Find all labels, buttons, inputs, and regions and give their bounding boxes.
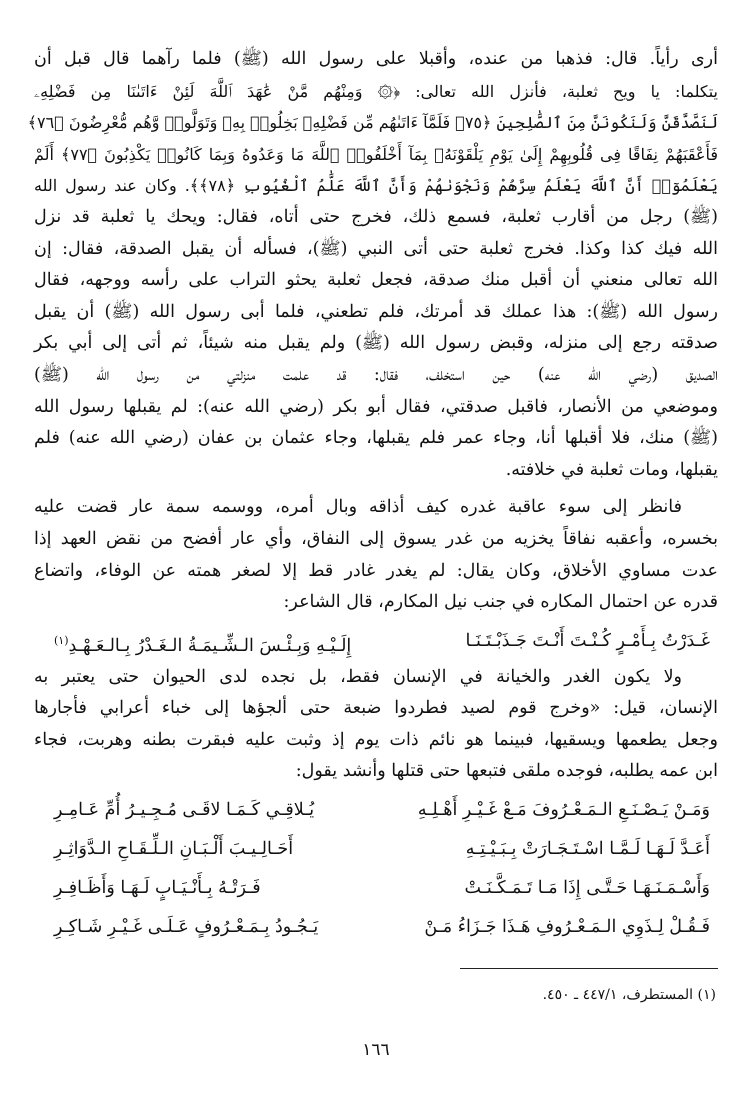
poem-first-hemistich: وَأَسْـمَـنَـهَـا حَـتَّـى إِذَا مَـا تَـمَـكَّـنَـتْ (464, 878, 710, 899)
poem-verse (34, 831, 718, 867)
text-line: وموضعي من الأنصار، فاقبل صدقتي، فقال أبو بكر (رضي الله عنه): لم يقبلها رسول الله (34, 396, 718, 417)
text-line: (ﷺ) منك، فلا أقبلها أنا، وجاء عمر فلم يقبلها، وجاء عثمان بن عفان (رضي الله عنه) فلم (34, 428, 718, 449)
text-line: رسول الله (ﷺ): هذا عملك قد أمرتك، فلم تطعني، فلما أبى رسول الله (ﷺ) أن يقبل (34, 301, 718, 322)
quran-line: يتكلما: يا ويح ثعلبة، فأنزل الله تعالى: ﴿۞ وَمِنْهُم مَّنْ عَٰهَدَ ٱللَّهَ لَئِنْ ءَاتَىٰنَا مِن فَضْلِهِۦ (34, 81, 718, 101)
poem-first-hemistich: فَـقُـلْ لِـذَوِي الـمَـعْـرُوفِ هَـذَا جَـزَاءُ مَـنْ (424, 917, 710, 938)
verse-second-hemistich (54, 623, 351, 659)
footnote-reference[interactable]: (١) (54, 633, 69, 647)
text-line: الله فيك كذا وكذا. فخرج ثعلبة حتى أتى النبي (ﷺ)، فسأله أن يقبل الصدقة، فقال: إن (34, 238, 718, 259)
poem-second-hemistich: فَـرَتْـهُ بِـأَنْـيَـابٍ لَـهَـا وَأَظَـافِـرِ (54, 878, 261, 899)
verse-single (34, 623, 718, 659)
text-line: قدره عن احتمال المكاره في جنب نيل المكارم، قال الشاعر: (283, 592, 718, 613)
text-line: يقبلها، ومات ثعلبة في خلافته. (505, 459, 718, 480)
text-line: الصديق (رضي الله عنه) حين استخلف، فقال: قد علمت منزلتي من رسول الله (ﷺ) (34, 364, 718, 385)
footnote-divider (460, 968, 718, 969)
poem (34, 792, 718, 945)
poem-first-hemistich: وَمَـنْ يَـصْـنَـعِ الـمَـعْـرُوفَ مَـعْ غَـيْـرِ أَهْـلِـهِ (417, 800, 710, 821)
quran-line: لَنَصَّدَّقَنَّ وَلَنَكُونَنَّ مِنَ ٱلصَّٰلِحِينَ ﴿٧٥﴾ فَلَمَّآ ءَاتَىٰهُم مِّن فَضْلِهِۦ بَخِلُوا۟ بِهِۦ وَتَوَلَّوا۟ وَّهُم مُّعْرِضُونَ ﴿٧٦﴾ (27, 113, 718, 133)
paragraph-3 (34, 662, 718, 788)
verse-line (34, 623, 718, 659)
text-line: (ﷺ) رجل من أقارب ثعلبة، فسمع ذلك، فخرج حتى أتاه، فقال: ويحك يا ثعلبة قد نزل (34, 206, 718, 227)
text-line: الإنسان، قيل: «وخرج قوم لصيد فطردوا ضبعة حتى ألجؤها إلى خباء أعرابي فأجارها (34, 698, 718, 719)
poem-verse (34, 909, 718, 945)
text-line: وجعل يطعمها ويسقيها، فبينما هو نائم ذات يوم إذ وثبت عليه فبقرت بطنه وهربت، فجاء (34, 729, 718, 750)
text-line: ابن عمه يطلبه، فوجده ملقى فتبعها حتى قتلها وأنشد يقول: (295, 761, 718, 782)
text-line: ولا يكون الغدر والخيانة في الإنسان فقط، بل نجده لدى الحيوان حتى يعتبر به (34, 666, 682, 687)
page-number: ١٦٦ (362, 1040, 390, 1060)
paragraph-1 (27, 44, 719, 486)
text-line: الله تعالى منعني أن أقبل منك صدقة، فجعل ثعلبة يحثو التراب على رأسه ووجهه، فقال (34, 270, 718, 291)
poem-second-hemistich: يَـجُـودُ بِـمَـعْـرُوفٍ عَـلَـى غَـيْـرِ شَـاكِـرِ (54, 917, 319, 938)
text-line: صدقته رجع إلى منزله، وقبض رسول الله (ﷺ) ولم يقبل منه شيئاً، ثم أتى إلى أبي بكر (34, 333, 718, 354)
footnote: (١) المستطرف، ٤٤٧/١ ـ ٤٥٠. (542, 987, 716, 1003)
text-line: فانظر إلى سوء عاقبة غدره كيف أذاقه وبال أمره، ووسمه سمة عار قضت عليه (34, 497, 682, 518)
quran-line: يَعْلَمُوٓا۟ أَنَّ ٱللَّهَ يَعْلَمُ سِرَّهُمْ وَنَجْوَىٰهُمْ وَأَنَّ ٱللَّهَ عَلَّٰمُ ٱلْغُيُوبِ ﴿٧٨﴾﴾. وكان عند رسول الله (34, 176, 719, 196)
poem-second-hemistich: أَحَـالِـيـبَ أَلْـبَـانِ الـلِّـقَـاحِ الـدَّوَاثِـرِ (54, 839, 294, 860)
text-line: بخسره، وأعقبه نفاقاً يخزيه من غدر يسوق إلى النفاق، وأي عار أفضح من نقض العهد إذا (34, 528, 718, 549)
poem-verse (34, 870, 718, 906)
verse-first-hemistich: غَـدَرْتُ بِـأَمْـرٍ كُـنْـتَ أَنْـتَ جَـذَبْـتَـنَـا (465, 630, 710, 651)
verse-second-hemistich-text: إِلَـيْـهِ وَبِـئْـسَ الـشِّـيمَـةُ الـغَـدْرُ بِـالـعَـهْـدِ (68, 635, 352, 656)
quran-line: فَأَعْقَبَهُمْ نِفَاقًا فِى قُلُوبِهِمْ إِلَىٰ يَوْمِ يَلْقَوْنَهُۥ بِمَآ أَخْلَفُوا۟ ٱللَّهَ مَا وَعَدُوهُ وَبِمَا كَانُوا۟ يَكْذِبُونَ ﴿٧٧﴾ أَلَمْ (34, 144, 718, 164)
poem-second-hemistich: يُـلاقِـي كَـمَـا لاقَـى مُـجِـيـرُ أُمِّ عَـامِـرِ (54, 800, 315, 821)
text-line: أرى رأياً. قال: فذهبا من عنده، وأقبلا على رسول الله (ﷺ) فلما رآهما قال قبل أن (34, 49, 718, 69)
poem-verse (34, 792, 718, 828)
paragraph-2 (34, 492, 718, 618)
poem-first-hemistich: أَعَـدَّ لَـهَـا لَـمَّـا اسْـتَـجَـارَتْ بِـبَـيْـتِـهِ (465, 839, 710, 860)
text-line: عدت مساوي الأخلاق، وكان يقال: لم يغدر غادر قط إلا لصغر همته عن الوفاء، واتضاع (34, 560, 718, 581)
